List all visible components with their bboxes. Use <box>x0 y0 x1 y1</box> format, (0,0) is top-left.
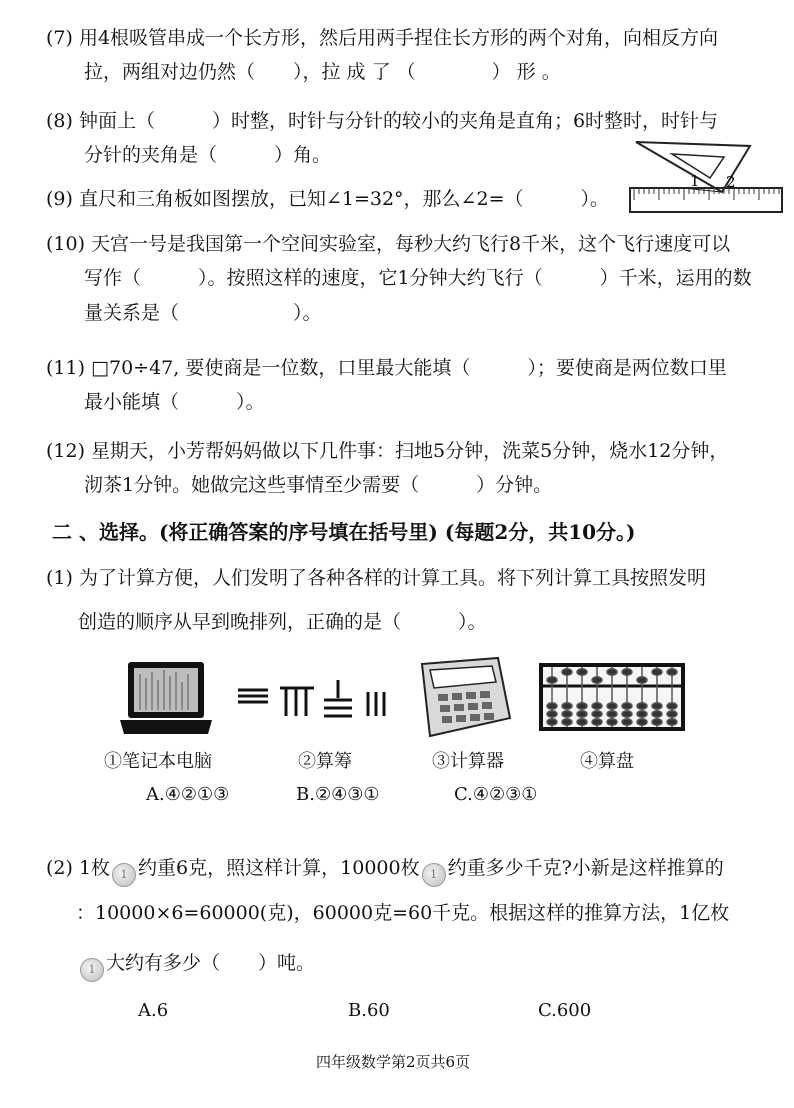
ruler-ticks <box>634 188 779 200</box>
abacus-bead <box>637 677 647 683</box>
abacus-bead <box>577 703 587 709</box>
abacus-bead <box>562 719 572 725</box>
s2q1-line1: (1) 为了计算方便，人们发明了各种各样的计算工具。将下列计算工具按照发明 <box>46 567 706 589</box>
section-2-title: 二 、选择。(将正确答案的序号填在括号里) (每题2分，共10分。) <box>52 520 636 544</box>
abacus-bead <box>607 703 617 709</box>
s2q2-line1-part-c: 约重多少千克?小新是这样推算的 <box>447 857 724 879</box>
coin-icon: 1 <box>422 863 446 887</box>
abacus-bead <box>547 719 557 725</box>
abacus-bead <box>592 677 602 683</box>
q8-line2: 分针的夹角是（ ）角。 <box>84 144 332 166</box>
abacus-bead <box>622 711 632 717</box>
calculator-image <box>406 656 514 740</box>
coin-icon: 1 <box>112 863 136 887</box>
q8-line1: (8) 钟面上（ ）时整，时针与分针的较小的夹角是直角；6时整时，时针与 <box>46 110 719 132</box>
abacus-bead <box>622 703 632 709</box>
q11-line1: (11) □70÷47, 要使商是一位数，口里最大能填（ ）；要使商是两位数口里 <box>46 357 727 379</box>
s2q1-line2: 创造的顺序从早到晚排列，正确的是（ ）。 <box>78 611 487 633</box>
abacus-bead <box>577 719 587 725</box>
abacus-bead <box>607 711 617 717</box>
abacus-bead <box>577 711 587 717</box>
q10-line3: 量关系是（ ）。 <box>84 302 322 324</box>
q10-line1: (10) 天宫一号是我国第一个空间实验室，每秒大约飞行8千米，这个飞行速度可以 <box>46 233 731 255</box>
s2q2-line1 <box>46 856 724 887</box>
abacus-bead <box>622 669 632 675</box>
abacus-bead <box>622 719 632 725</box>
abacus-bead <box>607 719 617 725</box>
abacus-bead <box>667 669 677 675</box>
caption-counting-rods: ②算筹 <box>298 751 352 772</box>
q7-line2: 拉，两组对边仍然（ ），拉 成 了 （ ） 形 。 <box>84 61 561 83</box>
q11-line2: 最小能填（ ）。 <box>84 391 265 413</box>
page-footer: 四年级数学第2页共6页 <box>316 1053 471 1071</box>
angle-2-label: 2 <box>726 173 736 191</box>
abacus-bead <box>577 669 587 675</box>
q12-line1: (12) 星期天，小芳帮妈妈做以下几件事：扫地5分钟，洗菜5分钟，烧水12分钟， <box>46 440 729 462</box>
abacus-bead <box>652 711 662 717</box>
abacus-bead <box>562 711 572 717</box>
s2q2-line1-part-a: (2) 1枚 <box>46 857 111 879</box>
s2q1-option-c[interactable]: C.④②③① <box>454 784 538 805</box>
ruler-triangle-figure <box>628 134 788 218</box>
s2q2-line2: ：10000×6=60000(克)，60000克=60千克。根据这样的推算方法，1亿枚 <box>76 902 730 924</box>
abacus-bead <box>592 711 602 717</box>
abacus-bead <box>547 677 557 683</box>
s2q2-line1-part-b: 约重6克，照这样计算，10000枚 <box>138 857 420 879</box>
abacus-bead <box>652 669 662 675</box>
abacus-bead <box>592 703 602 709</box>
abacus-bead <box>547 703 557 709</box>
s2q2-option-b[interactable]: B.60 <box>348 1000 390 1021</box>
abacus-bead <box>637 703 647 709</box>
q9-line1: (9) 直尺和三角板如图摆放，已知∠1=32°，那么∠2=（ ）。 <box>46 188 609 210</box>
caption-calculator: ③计算器 <box>432 751 504 772</box>
angle-1-label: 1 <box>690 172 700 190</box>
abacus-image <box>538 662 686 734</box>
s2q2-option-a[interactable]: A.6 <box>138 1000 169 1021</box>
abacus-bead <box>637 719 647 725</box>
abacus-bead <box>562 669 572 675</box>
counting-rods-image <box>234 676 394 726</box>
abacus-bead <box>652 703 662 709</box>
q12-line2: 沏茶1分钟。她做完这些事情至少需要（ ）分钟。 <box>84 474 553 496</box>
s2q2-line3 <box>78 951 315 982</box>
q7-line1: (7) 用4根吸管串成一个长方形，然后用两手捏住长方形的两个对角，向相反方向 <box>46 27 719 49</box>
abacus-bead <box>607 669 617 675</box>
abacus-bead <box>667 711 677 717</box>
coin-icon: 1 <box>80 958 104 982</box>
abacus-bead <box>562 703 572 709</box>
abacus-bead <box>547 711 557 717</box>
abacus-bead <box>667 719 677 725</box>
caption-abacus: ④算盘 <box>580 751 634 772</box>
s2q2-line3-text: 大约有多少（ ）吨。 <box>106 952 316 974</box>
laptop-image <box>118 660 214 738</box>
caption-laptop: ①笔记本电脑 <box>104 751 212 772</box>
abacus-bead <box>637 711 647 717</box>
s2q1-option-a[interactable]: A.④②①③ <box>146 784 230 805</box>
abacus-bead <box>652 719 662 725</box>
abacus-bead <box>592 719 602 725</box>
s2q1-option-b[interactable]: B.②④③① <box>296 784 380 805</box>
q10-line2: 写作（ ）。按照这样的速度，它1分钟大约飞行（ ）千米，运用的数 <box>84 267 752 289</box>
abacus-bead <box>667 703 677 709</box>
s2q2-option-c[interactable]: C.600 <box>538 1000 592 1021</box>
